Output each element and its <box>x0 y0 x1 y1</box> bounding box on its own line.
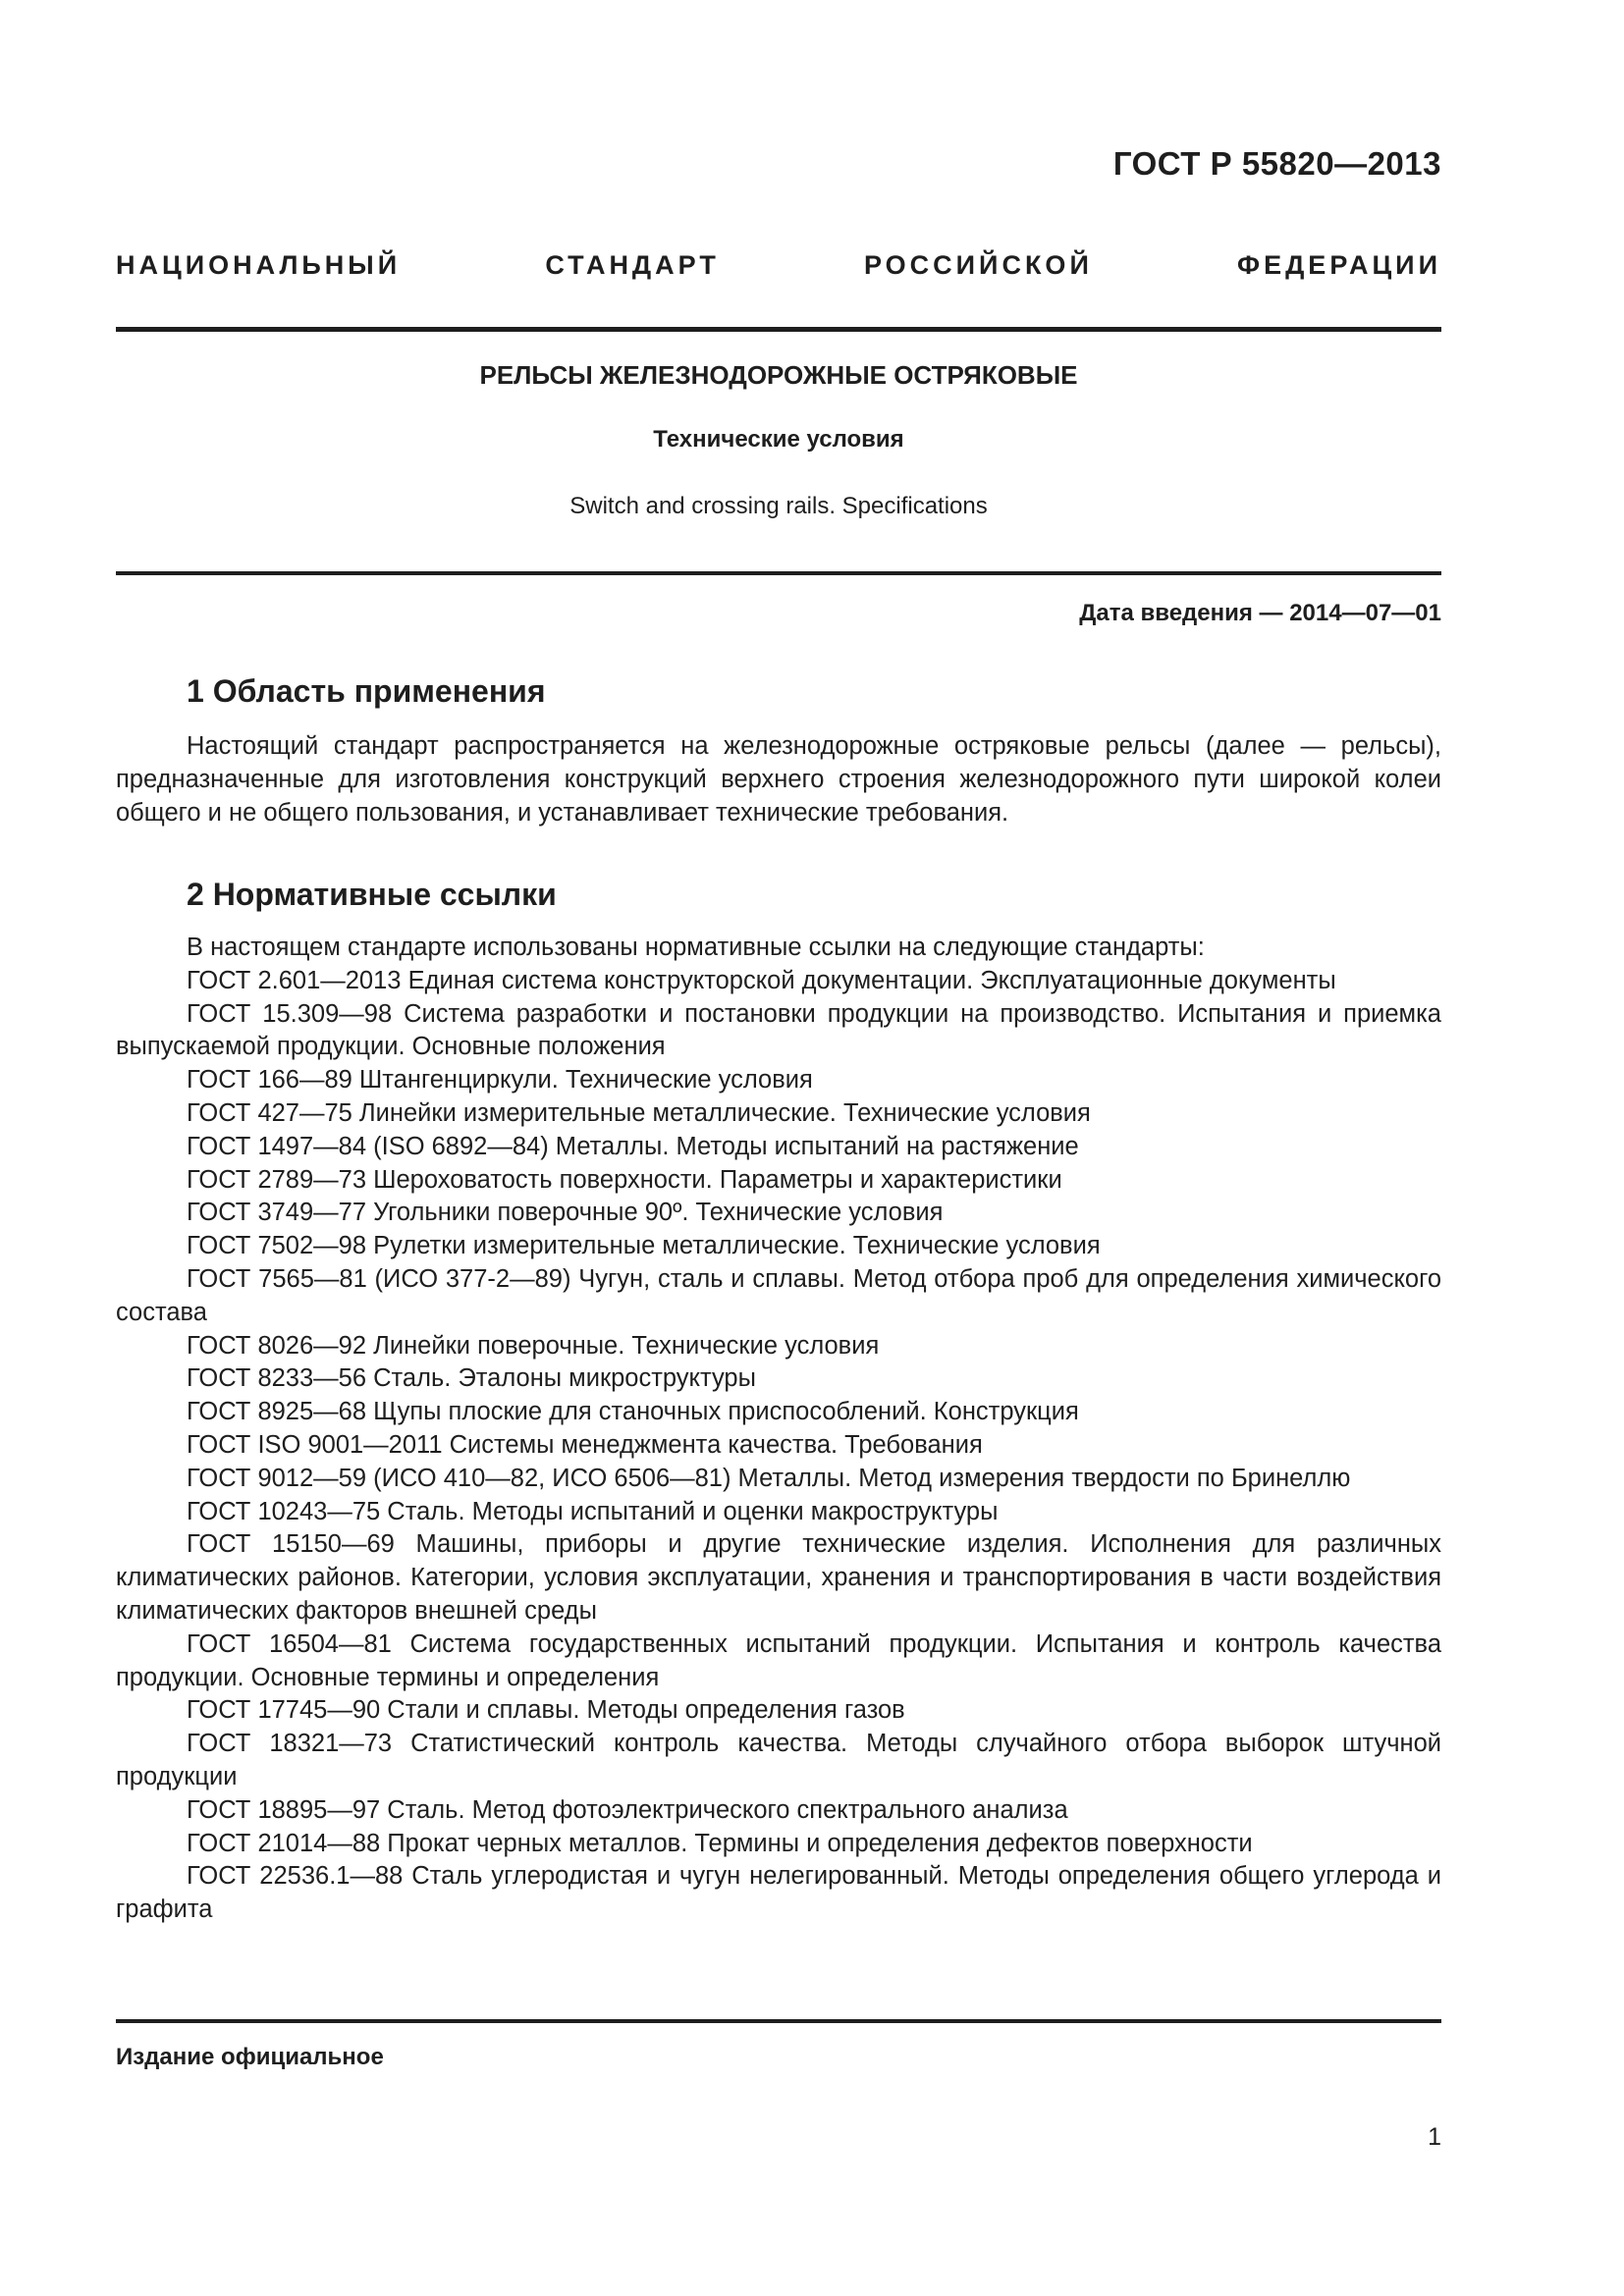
reference-item: ГОСТ ISO 9001—2011 Системы менеджмента качества. Требования <box>187 1430 983 1459</box>
reference-item: ГОСТ 16504—81 Система государственных испытаний продукции. Испытания и контроль качества продукции. Основные термины и определения <box>116 1629 1441 1691</box>
reference-item: ГОСТ 7502—98 Рулетки измерительные металлические. Технические условия <box>187 1232 1101 1260</box>
reference-item: ГОСТ 2.601—2013 Единая система конструкторской документации. Эксплуатационные документы <box>187 966 1336 994</box>
reference-item: ГОСТ 8233—56 Сталь. Эталоны микроструктуры <box>187 1364 756 1393</box>
reference-item: ГОСТ 7565—81 (ИСО 377-2—89) Чугун, сталь и сплавы. Метод отбора проб для определения химического состава <box>116 1264 1441 1326</box>
official-edition-note: Издание официальное <box>116 2044 384 2070</box>
references-intro: В настоящем стандарте использованы нормативные ссылки на следующие стандарты: <box>187 934 1205 961</box>
section-1-text: Настоящий стандарт распространяется на железнодорожные остряковые рельсы (далее — рельсы), предназначенные для изготовления конструкций верхнего строения железнодорожного пути широкой колеи общего и не общего пользования, и устанавливает технические требования. <box>116 732 1441 827</box>
divider-middle <box>116 571 1441 575</box>
reference-item: ГОСТ 15150—69 Машины, приборы и другие технические изделия. Исполнения для различных климатических районов. Категории, условия эксплуатации, хранения и транспортирования в части воздействия климатических факторов внешней среды <box>116 1530 1441 1625</box>
section-1-heading: 1 Область применения <box>187 673 546 709</box>
introduction-date: Дата введения — 2014—07—01 <box>1079 600 1441 626</box>
reference-item: ГОСТ 18895—97 Сталь. Метод фотоэлектрического спектрального анализа <box>187 1795 1068 1824</box>
reference-item: ГОСТ 21014—88 Прокат черных металлов. Термины и определения дефектов поверхности <box>187 1829 1253 1857</box>
doc-number: ГОСТ Р 55820—2013 <box>1112 145 1441 182</box>
reference-item: ГОСТ 15.309—98 Система разработки и постановки продукции на производство. Испытания и приемка выпускаемой продукции. Основные положения <box>116 999 1441 1061</box>
reference-item: ГОСТ 9012—59 (ИСО 410—82, ИСО 6506—81) Металлы. Метод измерения твердости по Бринеллю <box>187 1464 1351 1492</box>
reference-item: ГОСТ 8026—92 Линейки поверочные. Технические условия <box>187 1331 880 1360</box>
reference-item: ГОСТ 1497—84 (ISO 6892—84) Металлы. Методы испытаний на растяжение <box>187 1132 1079 1160</box>
section-2-heading: 2 Нормативные ссылки <box>187 877 557 912</box>
reference-item: ГОСТ 427—75 Линейки измерительные металлические. Технические условия <box>187 1098 1091 1127</box>
reference-item: ГОСТ 2789—73 Шероховатость поверхности. Параметры и характеристики <box>187 1165 1062 1194</box>
national-standard-heading: НАЦИОНАЛЬНЫЙ СТАНДАРТ РОССИЙСКОЙ ФЕДЕРАЦИИ <box>116 250 1441 280</box>
reference-item: ГОСТ 166—89 Штангенциркули. Технические условия <box>187 1066 813 1095</box>
divider-bottom <box>116 2019 1441 2023</box>
document-title: РЕЛЬСЫ ЖЕЛЕЗНОДОРОЖНЫЕ ОСТРЯКОВЫЕ <box>479 360 1078 390</box>
reference-item: ГОСТ 3749—77 Угольники поверочные 90º. Технические условия <box>187 1199 944 1227</box>
document-subtitle: Технические условия <box>653 426 904 453</box>
reference-item: ГОСТ 18321—73 Статистический контроль качества. Методы случайного отбора выборок штучной продукции <box>116 1730 1441 1790</box>
reference-item: ГОСТ 10243—75 Сталь. Методы испытаний и оценки макроструктуры <box>187 1497 999 1525</box>
page-number: 1 <box>1428 2123 1441 2151</box>
reference-item: ГОСТ 17745—90 Стали и сплавы. Методы определения газов <box>187 1696 905 1725</box>
normative-references <box>116 932 1441 1927</box>
english-title: Switch and crossing rails. Specifications <box>569 493 988 519</box>
divider-top <box>116 327 1441 332</box>
reference-item: ГОСТ 8925—68 Щупы плоские для станочных приспособлений. Конструкция <box>187 1398 1079 1426</box>
reference-item: ГОСТ 22536.1—88 Сталь углеродистая и чугун нелегированный. Методы определения общего углерода и графита <box>116 1862 1441 1924</box>
